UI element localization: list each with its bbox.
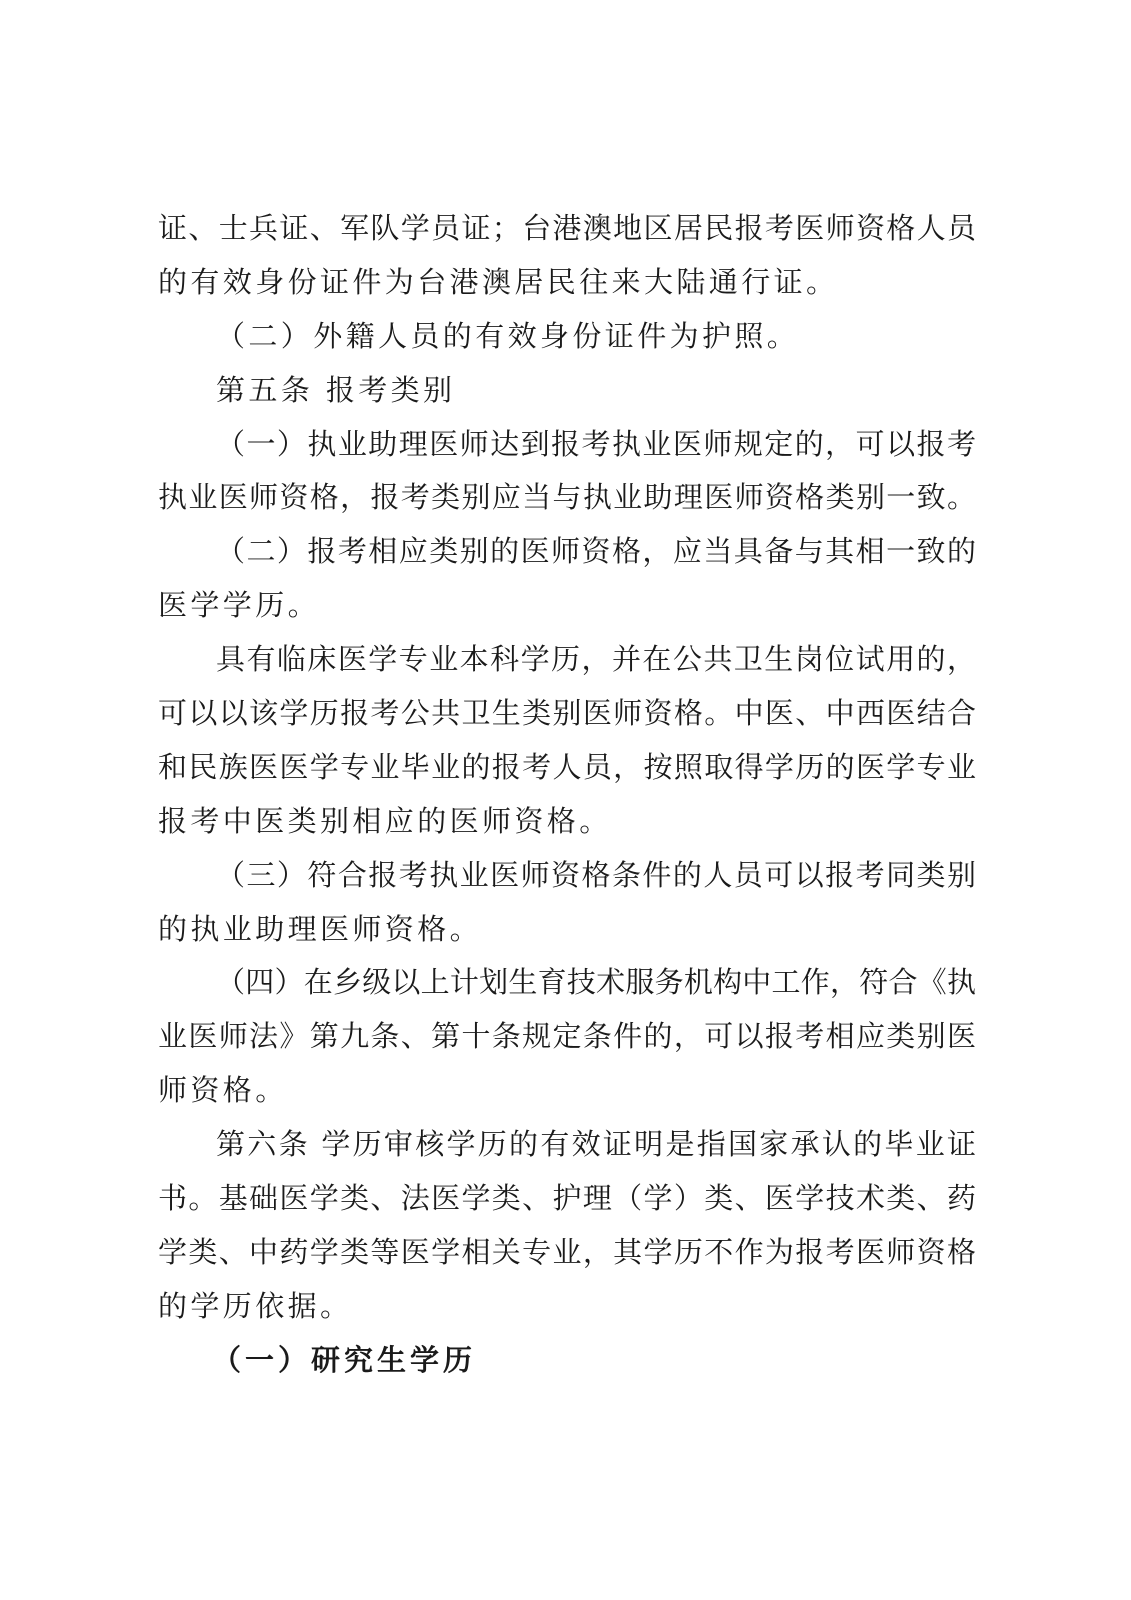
text-line: 书。基础医学类、法医学类、护理（学）类、医学技术类、药: [158, 1181, 976, 1215]
text-line: 的执业助理医师资格。: [158, 912, 483, 946]
text-line: 可以以该学历报考公共卫生类别医师资格。中医、中西医结合: [158, 696, 976, 730]
text-line: 医学学历。: [158, 588, 321, 622]
text-line: 报考中医类别相应的医师资格。: [158, 804, 612, 838]
section-heading: 第五条 报考类别: [216, 373, 456, 407]
text-line: （二）外籍人员的有效身份证件为护照。: [216, 319, 800, 353]
subsection-heading: （一）研究生学历: [212, 1343, 477, 1377]
text-line: 具有临床医学专业本科学历，并在公共卫生岗位试用的，: [216, 642, 976, 676]
text-line: 执业医师资格，报考类别应当与执业助理医师资格类别一致。: [158, 480, 976, 514]
text-line: （三）符合报考执业医师资格条件的人员可以报考同类别: [216, 858, 976, 892]
section-heading: 第六条 学历审核学历的有效证明是指国家承认的毕业证: [216, 1127, 976, 1161]
text-line: 证、士兵证、军队学员证；台港澳地区居民报考医师资格人员: [158, 211, 976, 245]
text-line: （二）报考相应类别的医师资格，应当具备与其相一致的: [216, 534, 976, 568]
text-line: （四）在乡级以上计划生育技术服务机构中工作，符合《执: [216, 965, 976, 999]
text-line: 的学历依据。: [158, 1289, 353, 1323]
text-line: 的有效身份证件为台港澳居民往来大陆通行证。: [158, 265, 839, 299]
text-line: 和民族医医学专业毕业的报考人员，按照取得学历的医学专业: [158, 750, 976, 784]
text-line: （一）执业助理医师达到报考执业医师规定的，可以报考: [216, 427, 976, 461]
text-line: 师资格。: [158, 1073, 288, 1107]
text-line: 业医师法》第九条、第十条规定条件的，可以报考相应类别医: [158, 1019, 976, 1053]
text-line: 学类、中药学类等医学相关专业，其学历不作为报考医师资格: [158, 1235, 976, 1269]
